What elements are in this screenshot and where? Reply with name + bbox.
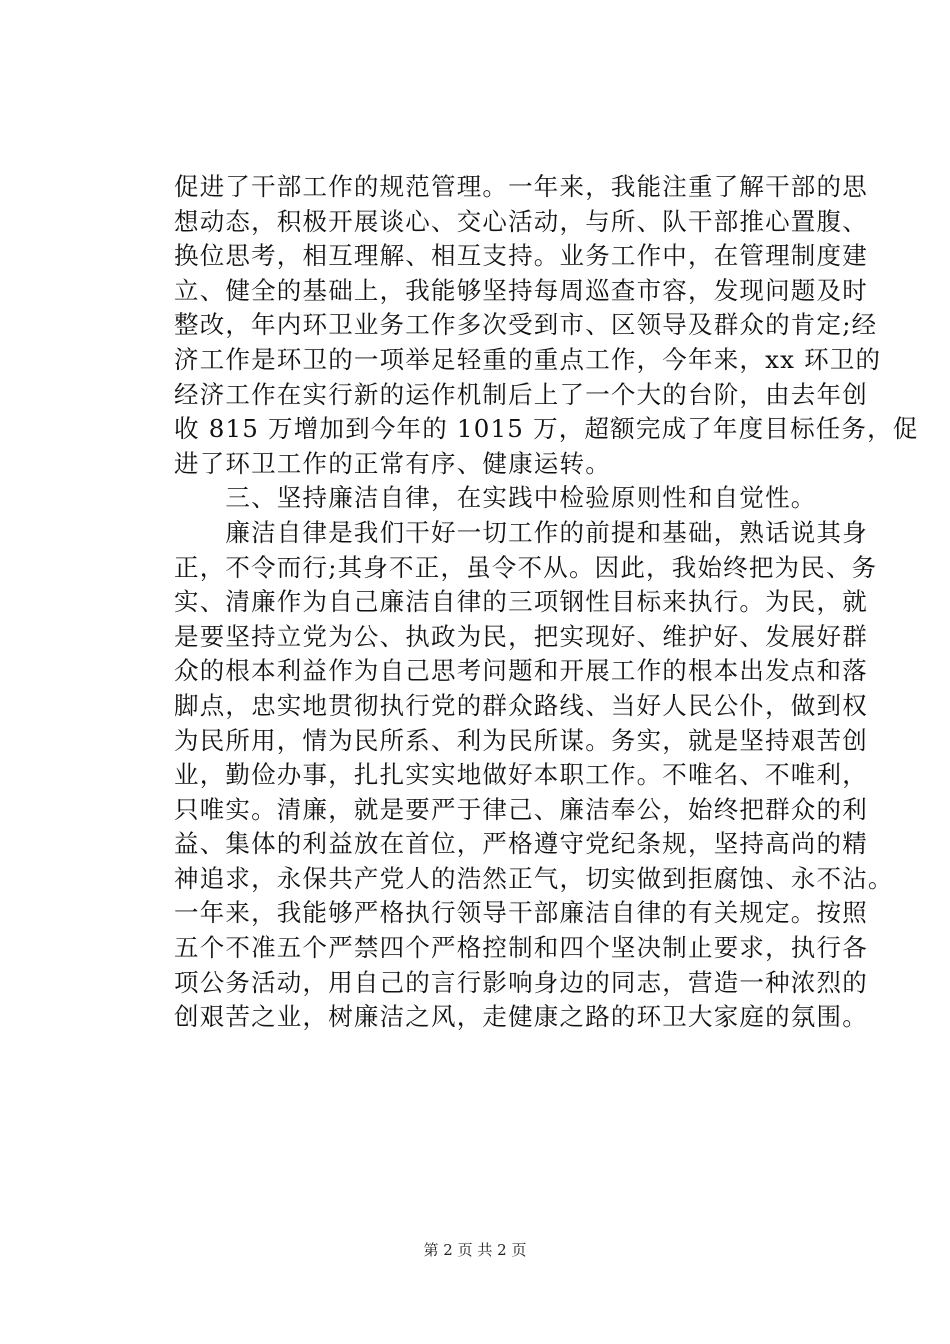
page-number: 第 2 页 共 2 页 [423,1241,527,1259]
text-line: 脚点，忠实地贯彻执行党的群众路线、当好人民公仆，做到权 [174,690,868,720]
text-line: 实、清廉作为自己廉洁自律的三项钢性目标来执行。为民，就 [174,587,868,617]
text-line: 经济工作在实行新的运作机制后上了一个大的台阶，由去年创 [174,379,868,409]
text-line: 换位思考，相互理解、相互支持。业务工作中，在管理制度建 [174,241,868,271]
text-line: 促进了干部工作的规范管理。一年来，我能注重了解干部的思 [174,172,868,201]
text-line: 只唯实。清廉，就是要严于律己、廉洁奉公，始终把群众的利 [174,794,868,824]
text-line: 想动态，积极开展谈心、交心活动，与所、队干部推心置腹、 [174,206,868,236]
text-line: 神追求，永保共产党人的浩然正气，切实做到拒腐蚀、永不沾。 [174,863,894,893]
text-line: 立、健全的基础上，我能够坚持每周巡查市容，发现问题及时 [174,275,868,305]
section-heading: 三、坚持廉洁自律，在实践中检验原则性和自觉性。 [174,483,817,513]
text-line: 是要坚持立党为公、执政为民，把实现好、维护好、发展好群 [174,621,868,651]
text-line: 创艰苦之业，树廉洁之风，走健康之路的环卫大家庭的氛围。 [174,1002,868,1032]
text-line: 收 815 万增加到今年的 1015 万，超额完成了年度目标任务，促 [174,414,919,444]
page-footer [0,1240,950,1260]
text-line: 进了环卫工作的正常有序、健康运转。 [174,448,611,478]
text-line: 益、集体的利益放在首位，严格遵守党纪条规，坚持高尚的精 [174,829,868,859]
text-line: 正，不令而行;其身不正，虽令不从。因此，我始终把为民、务 [174,552,878,582]
document-body [174,170,919,1035]
text-line: 项公务活动，用自己的言行影响身边的同志，营造一种浓烈的 [174,967,868,997]
text-line: 整改，年内环卫业务工作多次受到市、区领导及群众的肯定;经 [174,310,878,340]
text-line: 为民所用，情为民所系、利为民所谋。务实，就是坚持艰苦创 [174,725,868,755]
text-line: 五个不准五个严禁四个严格控制和四个坚决制止要求，执行各 [174,933,868,963]
text-line: 一年来，我能够严格执行领导干部廉洁自律的有关规定。按照 [174,898,868,928]
text-line: 廉洁自律是我们干好一切工作的前提和基础，熟话说其身 [174,517,868,547]
text-line: 众的根本利益作为自己思考问题和开展工作的根本出发点和落 [174,656,868,686]
text-line: 济工作是环卫的一项举足轻重的重点工作，今年来，xx 环卫的 [174,344,882,374]
text-line: 业，勤俭办事，扎扎实实地做好本职工作。不唯名、不唯利， [174,760,868,790]
